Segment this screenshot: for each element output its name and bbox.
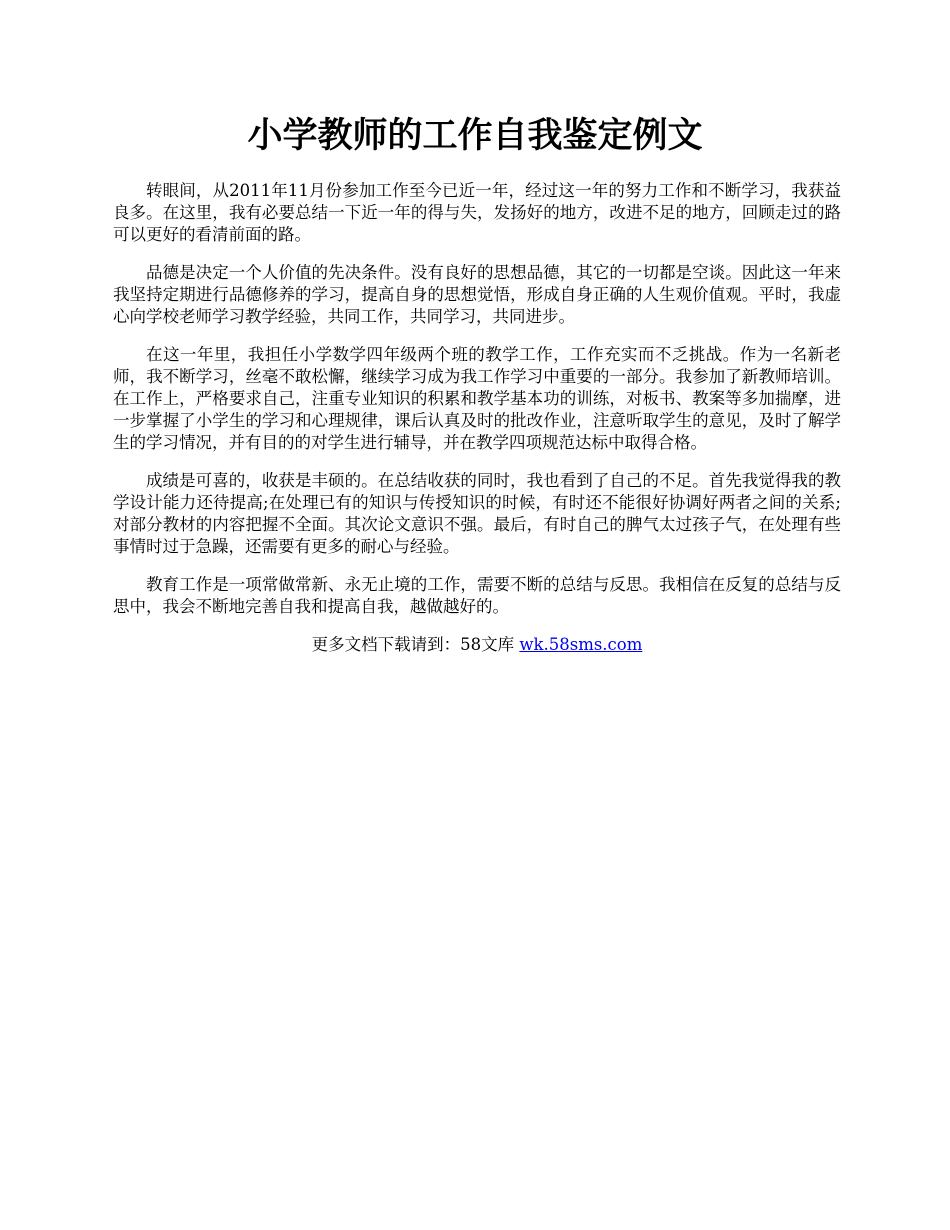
footer-prefix: 更多文档下载请到：58文库 bbox=[311, 635, 520, 654]
paragraph-conclusion: 教育工作是一项常做常新、永无止境的工作，需要不断的总结与反思。我相信在反复的总结与反思中，我会不断地完善自我和提高自我，越做越好的。 bbox=[113, 575, 841, 616]
paragraph-intro: 转眼间，从2011年11月份参加工作至今已近一年，经过这一年的努力工作和不断学习，我获益良多。在这里，我有必要总结一下近一年的得与失，发扬好的地方，改进不足的地方，回顾走过的路可以更好的看清前面的路。 bbox=[113, 181, 841, 244]
document-body bbox=[113, 180, 841, 656]
paragraph-teaching-work: 在这一年里，我担任小学数学四年级两个班的教学工作，工作充实而不乏挑战。作为一名新老师，我不断学习，丝毫不敢松懈，继续学习成为我工作学习中重要的一部分。我参加了新教师培训。在工作上，严格要求自己，注重专业知识的积累和教学基本功的训练，对板书、教案等多加揣摩，进一步掌握了小学生的学习和心理规律，课后认真及时的批改作业，注意听取学生的意见，及时了解学生的学习情况，并有目的的对学生进行辅导，并在教学四项规范达标中取得合格。 bbox=[113, 345, 841, 452]
paragraph-morality: 品德是决定一个人价值的先决条件。没有良好的思想品德，其它的一切都是空谈。因此这一年来我坚持定期进行品德修养的学习，提高自身的思想觉悟，形成自身正确的人生观价值观。平时，我虚心向学校老师学习教学经验，共同工作，共同学习，共同进步。 bbox=[113, 263, 841, 326]
paragraph-achievements: 成绩是可喜的，收获是丰硕的。在总结收获的同时，我也看到了自己的不足。首先我觉得我的教学设计能力还待提高;在处理已有的知识与传授知识的时候，有时还不能很好协调好两者之间的关系;对部分教材的内容把握不全面。其次论文意识不强。最后，有时自己的脾气太过孩子气，在处理有些事情时过于急躁，还需要有更多的耐心与经验。 bbox=[113, 471, 841, 556]
document-title: 小学教师的工作自我鉴定例文 bbox=[247, 115, 703, 156]
download-footer bbox=[113, 634, 841, 656]
download-link[interactable]: wk.58sms.com bbox=[519, 635, 643, 654]
